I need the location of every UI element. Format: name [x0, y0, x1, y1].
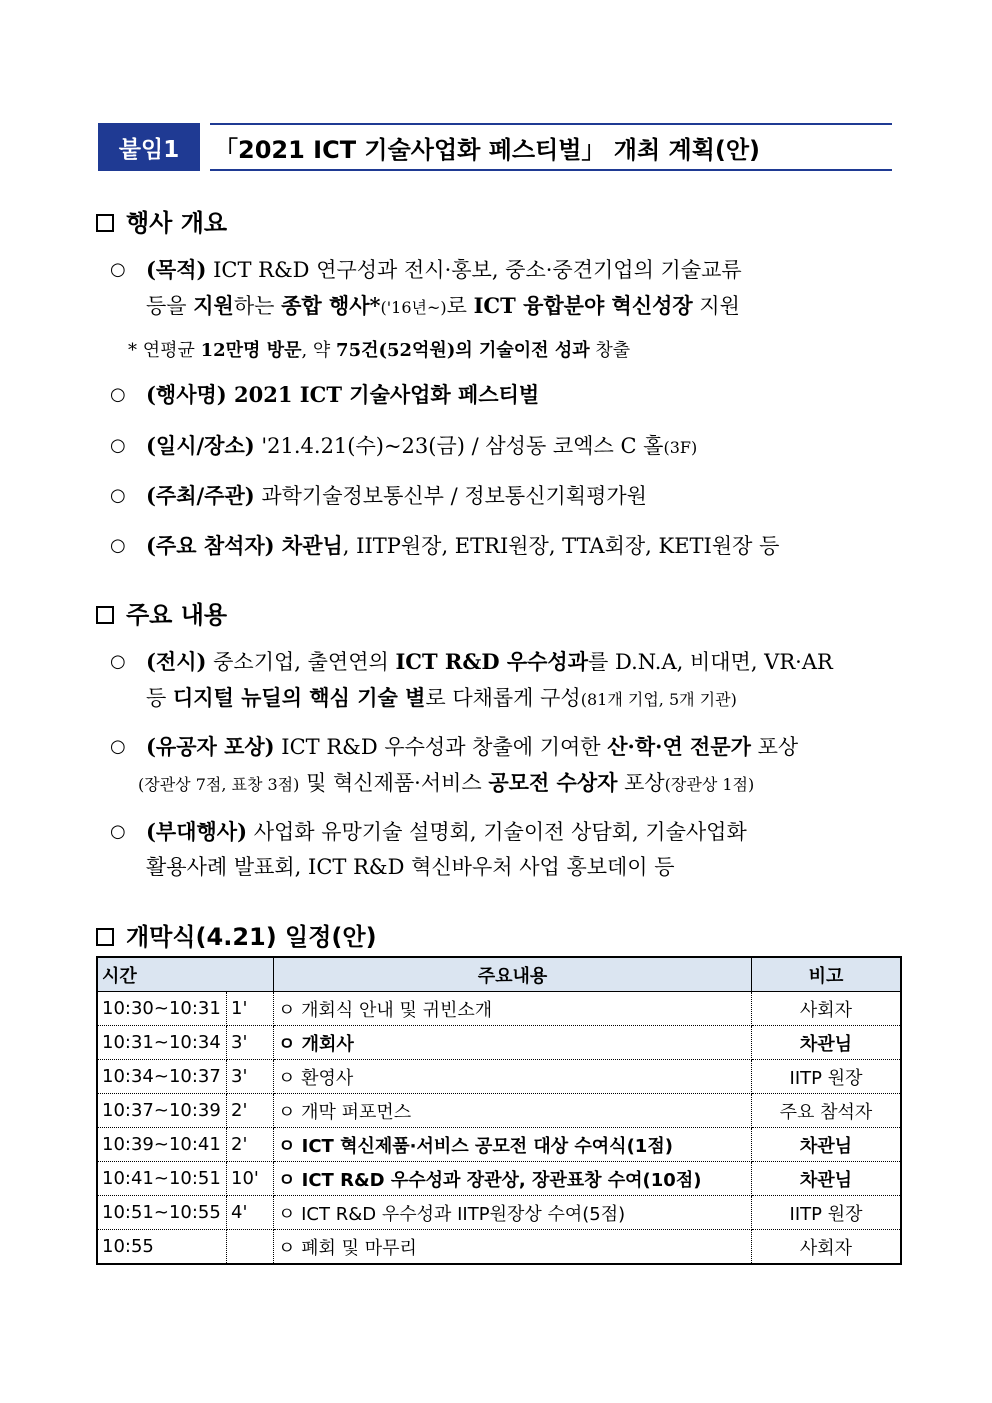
circle-bullet-icon: ○: [110, 736, 126, 757]
content-cell: ㅇ ICT R&D 우수성과 IITP원장상 수여(5점): [274, 1196, 752, 1230]
item-text-small: ('16년~): [380, 298, 447, 317]
item-text-bold: ICT R&D 우수성과: [395, 649, 589, 674]
item-text-bold: 종합 행사: [281, 293, 370, 318]
circle-bullet-icon: ○: [110, 259, 126, 280]
item-text: 과학기술정보통신부 / 정보통신기획평가원: [254, 484, 647, 508]
note-text: * 연평균: [128, 340, 201, 361]
item-text: 활용사례 발표회, ICT R&D 혁신바우처 사업 홍보데이 등: [146, 855, 675, 879]
time-cell: 10:51~10:55: [97, 1196, 227, 1230]
column-header-time: 시간: [97, 957, 274, 992]
note-cell: 사회자: [752, 992, 902, 1026]
note-cell: IITP 원장: [752, 1196, 902, 1230]
content-cell: ㅇ 개막 퍼포먼스: [274, 1094, 752, 1128]
table-row: [97, 1094, 901, 1128]
item-text: 포상: [750, 735, 799, 759]
item-text: '21.4.21(수)~23(금) / 삼성동 코엑스 C 홀: [254, 434, 664, 458]
table-header-row: [97, 957, 901, 992]
item-date-place: [110, 428, 898, 465]
note-text: 창출: [589, 340, 631, 361]
note-text-bold: 75건(52억원)의 기술이전 성과: [336, 340, 590, 361]
item-text-small: (장관상 7점, 표창 3점): [138, 775, 300, 794]
item-text: 지원: [692, 294, 740, 318]
item-event-name: [110, 377, 898, 413]
section-content-heading: [96, 595, 227, 630]
item-label: (주최/주관): [146, 483, 255, 508]
note-text-bold: 12만명 방문: [200, 340, 302, 361]
item-text-bold: ICT 융합분야 혁신성장: [473, 293, 693, 318]
circle-bullet-icon: ○: [110, 535, 126, 556]
duration-cell: 3': [227, 1026, 274, 1060]
item-text: 사업화 유망기술 설명회, 기술이전 상담회, 기술사업화: [247, 820, 747, 844]
note-text: , 약: [301, 340, 337, 361]
checkbox-square-icon: [96, 214, 114, 232]
content-cell: ㅇ ICT R&D 우수성과 장관상, 장관표창 수여(10점): [274, 1162, 752, 1196]
footnote-mark: *: [369, 293, 381, 318]
item-exhibition: [110, 644, 898, 717]
section-title: 주요 내용: [126, 601, 228, 629]
item-label: (전시): [146, 649, 207, 674]
content-cell: ㅇ 폐회 및 마무리: [274, 1230, 752, 1265]
duration-cell: 10': [227, 1162, 274, 1196]
content-cell: ㅇ 개회사: [274, 1026, 752, 1060]
item-host: [110, 478, 898, 514]
time-cell: 10:39~10:41: [97, 1128, 227, 1162]
circle-bullet-icon: ○: [110, 821, 126, 842]
content-cell: ㅇ 환영사: [274, 1060, 752, 1094]
column-header-content: 주요내용: [274, 957, 752, 992]
item-text-small: (장관상 1점): [664, 775, 755, 794]
time-cell: 10:55: [97, 1230, 227, 1265]
table-row: [97, 1230, 901, 1265]
item-label: (목적): [146, 257, 207, 282]
schedule-table: [96, 956, 902, 1265]
item-text: 로 다채롭게 구성: [425, 686, 581, 710]
column-header-note: 비고: [752, 957, 902, 992]
item-text: 등을: [146, 294, 194, 318]
item-purpose: [110, 252, 898, 325]
item-text: 중소기업, 출연연의: [206, 650, 396, 674]
note-cell: 주요 참석자: [752, 1094, 902, 1128]
note-cell: 차관님: [752, 1162, 902, 1196]
note-cell: 차관님: [752, 1026, 902, 1060]
item-attendees: [110, 528, 898, 564]
schedule-table-body: [97, 992, 901, 1265]
duration-cell: 2': [227, 1128, 274, 1162]
table-row: [97, 1128, 901, 1162]
checkbox-square-icon: [96, 606, 114, 624]
item-text: , IITP원장, ETRI원장, TTA회장, KETI원장 등: [342, 534, 780, 558]
note-cell: 사회자: [752, 1230, 902, 1265]
footnote: [128, 336, 630, 362]
table-row: [97, 1196, 901, 1230]
time-cell: 10:41~10:51: [97, 1162, 227, 1196]
item-text: 등: [146, 686, 173, 710]
item-text-bold: 산·학·연 전문가: [607, 734, 751, 759]
table-row: [97, 1060, 901, 1094]
item-text-bold: 차관님: [274, 533, 343, 558]
item-label: (일시/장소): [146, 433, 255, 458]
circle-bullet-icon: ○: [110, 384, 126, 405]
item-text: ICT R&D 연구성과 전시·홍보, 중소·중견기업의 기술교류: [206, 258, 742, 282]
item-label: (행사명): [146, 382, 227, 407]
duration-cell: 4': [227, 1196, 274, 1230]
section-schedule-heading: [96, 917, 377, 952]
circle-bullet-icon: ○: [110, 435, 126, 456]
item-text: 2021 ICT 기술사업화 페스티벌: [226, 382, 540, 407]
section-title: 개막식(4.21) 일정(안): [126, 923, 377, 951]
item-text: 포상: [617, 771, 665, 795]
content-cell: ㅇ ICT 혁신제품·서비스 공모전 대상 수여식(1점): [274, 1128, 752, 1162]
time-cell: 10:37~10:39: [97, 1094, 227, 1128]
item-text: ICT R&D 우수성과 창출에 기여한: [274, 735, 608, 759]
duration-cell: 3': [227, 1060, 274, 1094]
item-text: 및 혁신제품·서비스: [299, 771, 489, 795]
note-cell: 차관님: [752, 1128, 902, 1162]
time-cell: 10:31~10:34: [97, 1026, 227, 1060]
duration-cell: 1': [227, 992, 274, 1026]
time-cell: 10:34~10:37: [97, 1060, 227, 1094]
time-cell: 10:30~10:31: [97, 992, 227, 1026]
item-text-small: (3F): [663, 438, 698, 457]
note-cell: IITP 원장: [752, 1060, 902, 1094]
table-row: [97, 1026, 901, 1060]
section-title: 행사 개요: [126, 209, 228, 237]
item-text: 로: [446, 294, 474, 318]
circle-bullet-icon: ○: [110, 651, 126, 672]
circle-bullet-icon: ○: [110, 485, 126, 506]
item-label: (주요 참석자): [146, 533, 275, 558]
duration-cell: 2': [227, 1094, 274, 1128]
content-cell: ㅇ 개회식 안내 및 귀빈소개: [274, 992, 752, 1026]
table-row: [97, 992, 901, 1026]
document-header: [98, 123, 892, 171]
item-text: 를 D.N.A, 비대면, VR·AR: [588, 650, 833, 674]
attachment-badge: 붙임1: [98, 123, 200, 171]
item-label: (부대행사): [146, 819, 248, 844]
table-row: [97, 1162, 901, 1196]
item-text: 하는: [233, 294, 282, 318]
section-overview-heading: [96, 203, 227, 238]
item-text-bold: 공모전 수상자: [488, 770, 618, 795]
item-text-bold: 지원: [193, 293, 234, 318]
document-title: 「2021 ICT 기술사업화 페스티벌」 개최 계획(안): [210, 123, 892, 171]
item-text-bold: 디지털 뉴딜의 핵심 기술 별: [172, 685, 426, 710]
checkbox-square-icon: [96, 928, 114, 946]
item-side-events: [110, 814, 898, 885]
item-awards: [110, 729, 898, 802]
item-text-small: (81개 기업, 5개 기관): [580, 690, 737, 709]
item-label: (유공자 포상): [146, 734, 275, 759]
duration-cell: [227, 1230, 274, 1265]
